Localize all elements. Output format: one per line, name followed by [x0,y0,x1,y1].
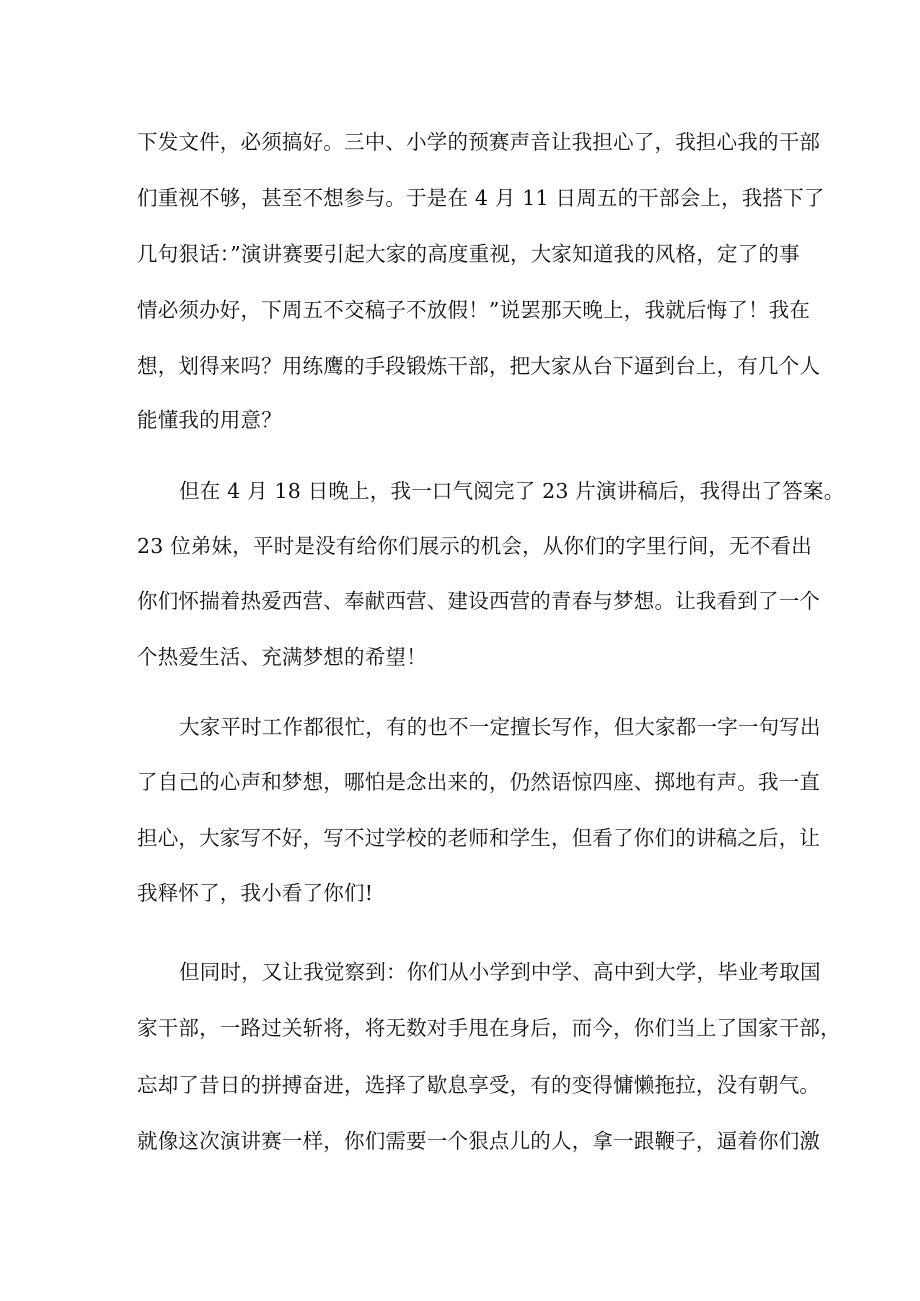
paragraph-line: 能懂我的用意？ [137,408,282,432]
paragraph-line: 了自己的心声和梦想，哪怕是念出来的，仍然语惊四座、掷地有声。我一直 [137,770,821,794]
paragraph-line: 家干部，一路过关斩将，将无数对手甩在身后，而今，你们当上了国家干部， [137,1016,841,1040]
paragraph-line: 担心，大家写不好，写不过学校的老师和学生，但看了你们的讲稿之后，让 [137,826,821,850]
paragraph-line: 但在 4 月 18 日晚上，我一口气阅完了 23 片演讲稿后，我得出了答案。 [179,479,845,503]
paragraph-line: 几句狠话：”演讲赛要引起大家的高度重视，大家知道我的风格，定了的事 [137,242,800,266]
paragraph-line: 下发文件，必须搞好。三中、小学的预赛声音让我担心了，我担心我的干部 [137,130,821,154]
paragraph-line: 但同时，又让我觉察到：你们从小学到中学、高中到大学，毕业考取国 [179,960,821,984]
paragraph-line: 们重视不够，甚至不想参与。于是在 4 月 11 日周五的干部会上，我搭下了 [137,186,825,210]
paragraph-line: 你们怀揣着热爱西营、奉献西营、建设西营的青春与梦想。让我看到了一个 [137,589,821,613]
paragraph-line: 大家平时工作都很忙，有的也不一定擅长写作，但大家都一字一句写出 [179,715,821,739]
paragraph-line: 忘却了昔日的拼搏奋进，选择了歇息享受，有的变得慵懒拖拉，没有朝气。 [137,1073,821,1097]
paragraph-line: 情必须办好，下周五不交稿子不放假！”说罢那天晚上，我就后悔了！我在 [137,298,811,322]
paragraph-line: 23 位弟妹，平时是没有给你们展示的机会，从你们的字里行间，无不看出 [137,534,812,558]
paragraph-line: 就像这次演讲赛一样，你们需要一个狠点儿的人，拿一跟鞭子，逼着你们激 [137,1129,821,1153]
paragraph-line: 我释怀了，我小看了你们! [137,881,374,905]
paragraph-line: 个热爱生活、充满梦想的希望！ [137,645,427,669]
paragraph-line: 想，划得来吗？用练鹰的手段锻炼干部，把大家从台下逼到台上，有几个人 [137,354,821,378]
